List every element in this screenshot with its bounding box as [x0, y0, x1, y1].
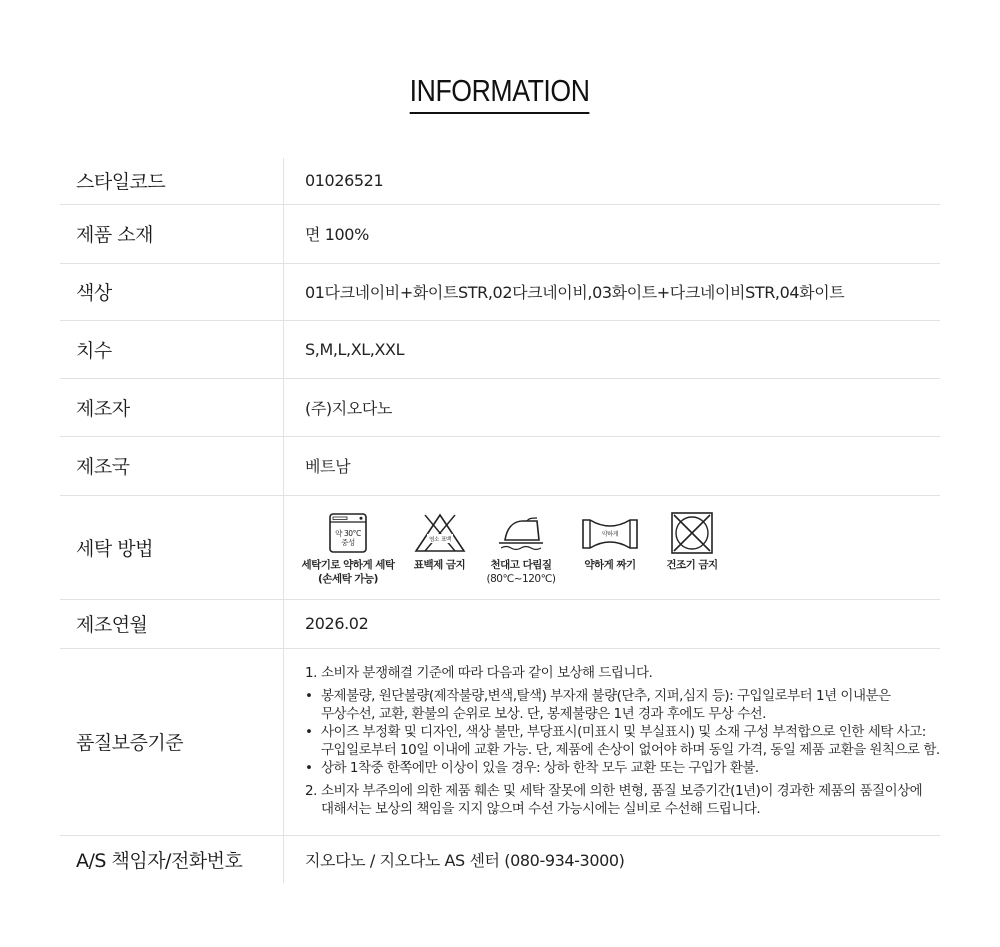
bleach-caption-line1: 표백제 금지 [413, 559, 466, 571]
warranty-line: 대해서는 보상의 책임을 지지 않으며 수선 가능시에는 실비로 수선해 드립니다. [321, 800, 761, 817]
warranty-item [305, 664, 940, 682]
care-item-wash [294, 512, 402, 586]
warranty-mark: • [305, 759, 313, 776]
warranty-text [321, 664, 940, 682]
as-label: A/S 책임자/전화번호 [60, 835, 284, 883]
iron-caption-line1: 천대고 다림질 [490, 559, 552, 571]
dryer-caption [666, 558, 717, 572]
warranty-mark: • [305, 687, 313, 704]
row-date [60, 599, 940, 648]
bleach-text-1: 염소 [428, 537, 439, 543]
iron-caption [487, 558, 556, 586]
warranty-text [321, 759, 940, 777]
as-value: 지오다노 / 지오다노 AS 센터 (080-934-3000) [305, 850, 625, 870]
care-item-wring [565, 512, 655, 572]
material-label: 제품 소재 [60, 204, 284, 263]
warranty-text [321, 782, 940, 818]
style-code-value: 01026521 [284, 158, 941, 204]
warranty-line: 구입일로부터 10일 이내에 교환 가능. 단, 제품에 손상이 없어야 하며 동일 가격, 동일 제품 교환을 원칙으로 함. [321, 741, 940, 758]
warranty-text [321, 687, 940, 723]
country-label: 제조국 [60, 436, 284, 495]
row-as [60, 835, 940, 883]
warranty-item [305, 687, 940, 723]
warranty-line: 소비자 부주의에 의한 제품 훼손 및 세탁 잘못에 의한 변형, 품질 보증기간(1년)이 경과한 제품의 품질이상에 [321, 782, 923, 799]
wash-caption-line2: (손세탁 가능) [318, 573, 378, 585]
date-value: 2026.02 [284, 599, 941, 648]
wash-30-icon [328, 512, 368, 554]
warranty-line: 봉제불량, 원단불량(제작불량,변색,탈색) 부자재 불량(단추, 지퍼,심지 등): 구입일로부터 1년 이내분은 [321, 687, 891, 704]
wash-caption [301, 558, 394, 586]
row-size [60, 320, 940, 378]
warranty-mark: • [305, 723, 313, 740]
material-value: 면 100% [284, 204, 941, 263]
wring-gently-icon [580, 512, 640, 554]
no-tumble-dry-icon [670, 512, 714, 554]
info-table [60, 158, 940, 883]
manufacturer-label: 제조자 [60, 378, 284, 436]
warranty-item [305, 782, 940, 818]
warranty-value [284, 648, 941, 835]
wash-detergent-text: 중성 [341, 538, 355, 547]
no-bleach-icon [413, 512, 467, 554]
iron-caption-line2: (80℃~120℃) [486, 573, 556, 585]
row-color [60, 263, 940, 320]
wash-temp-text: 약 30°C [335, 529, 361, 538]
warranty-line: 사이즈 부정확 및 디자인, 색상 불만, 부당표시(미표시 및 부실표시) 및 소재 구성 부적합으로 인한 세탁 사고: [321, 723, 926, 740]
dryer-caption-line1: 건조기 금지 [666, 559, 718, 571]
color-value: 01다크네이비+화이트STR,02다크네이비,03화이트+다크네이비STR,04화이트 [284, 263, 941, 320]
row-manufacturer [60, 378, 940, 436]
wring-inner-text: 약하게 [601, 531, 619, 538]
row-warranty [60, 648, 940, 835]
warranty-line: 상하 1착중 한쪽에만 이상이 있을 경우: 상하 한착 모두 교환 또는 구입가 환불. [321, 759, 759, 776]
date-label: 제조연월 [60, 599, 284, 648]
style-code-label: 스타일코드 [60, 158, 284, 204]
warranty-line: 소비자 분쟁해결 기준에 따라 다음과 같이 보상해 드립니다. [321, 664, 653, 681]
warranty-item [305, 723, 940, 759]
care-item-iron [477, 512, 565, 586]
care-icons [294, 508, 940, 586]
row-country [60, 436, 940, 495]
size-value: S,M,L,XL,XXL [284, 320, 941, 378]
warranty-text [321, 723, 940, 759]
wring-caption [584, 558, 635, 572]
size-label: 치수 [60, 320, 284, 378]
bleach-caption [414, 558, 465, 572]
row-washing [60, 495, 940, 599]
iron-cloth-icon [497, 512, 545, 554]
wring-caption-line1: 약하게 짜기 [584, 559, 636, 571]
warranty-list [305, 654, 940, 830]
wash-caption-line1: 세탁기로 약하게 세탁 [301, 559, 395, 571]
bleach-text-2: 표백 [440, 537, 451, 543]
washing-label: 세탁 방법 [60, 495, 284, 599]
country-value: 베트남 [284, 436, 941, 495]
washing-value [284, 495, 941, 599]
warranty-label: 품질보증기준 [60, 648, 284, 835]
warranty-item [305, 759, 940, 777]
warranty-line: 무상수선, 교환, 환불의 순위로 보상. 단, 봉제불량은 1년 경과 후에도 무상 수선. [321, 705, 766, 722]
warranty-mark: 1. [305, 664, 317, 681]
care-item-bleach [402, 512, 477, 572]
warranty-mark: 2. [305, 782, 317, 799]
row-material [60, 204, 940, 263]
row-style-code [60, 158, 940, 204]
manufacturer-value: (주)지오다노 [284, 378, 941, 436]
page-title: INFORMATION [410, 72, 590, 114]
title-wrap [0, 72, 1000, 114]
care-item-dryer [655, 512, 729, 572]
color-label: 색상 [60, 263, 284, 320]
